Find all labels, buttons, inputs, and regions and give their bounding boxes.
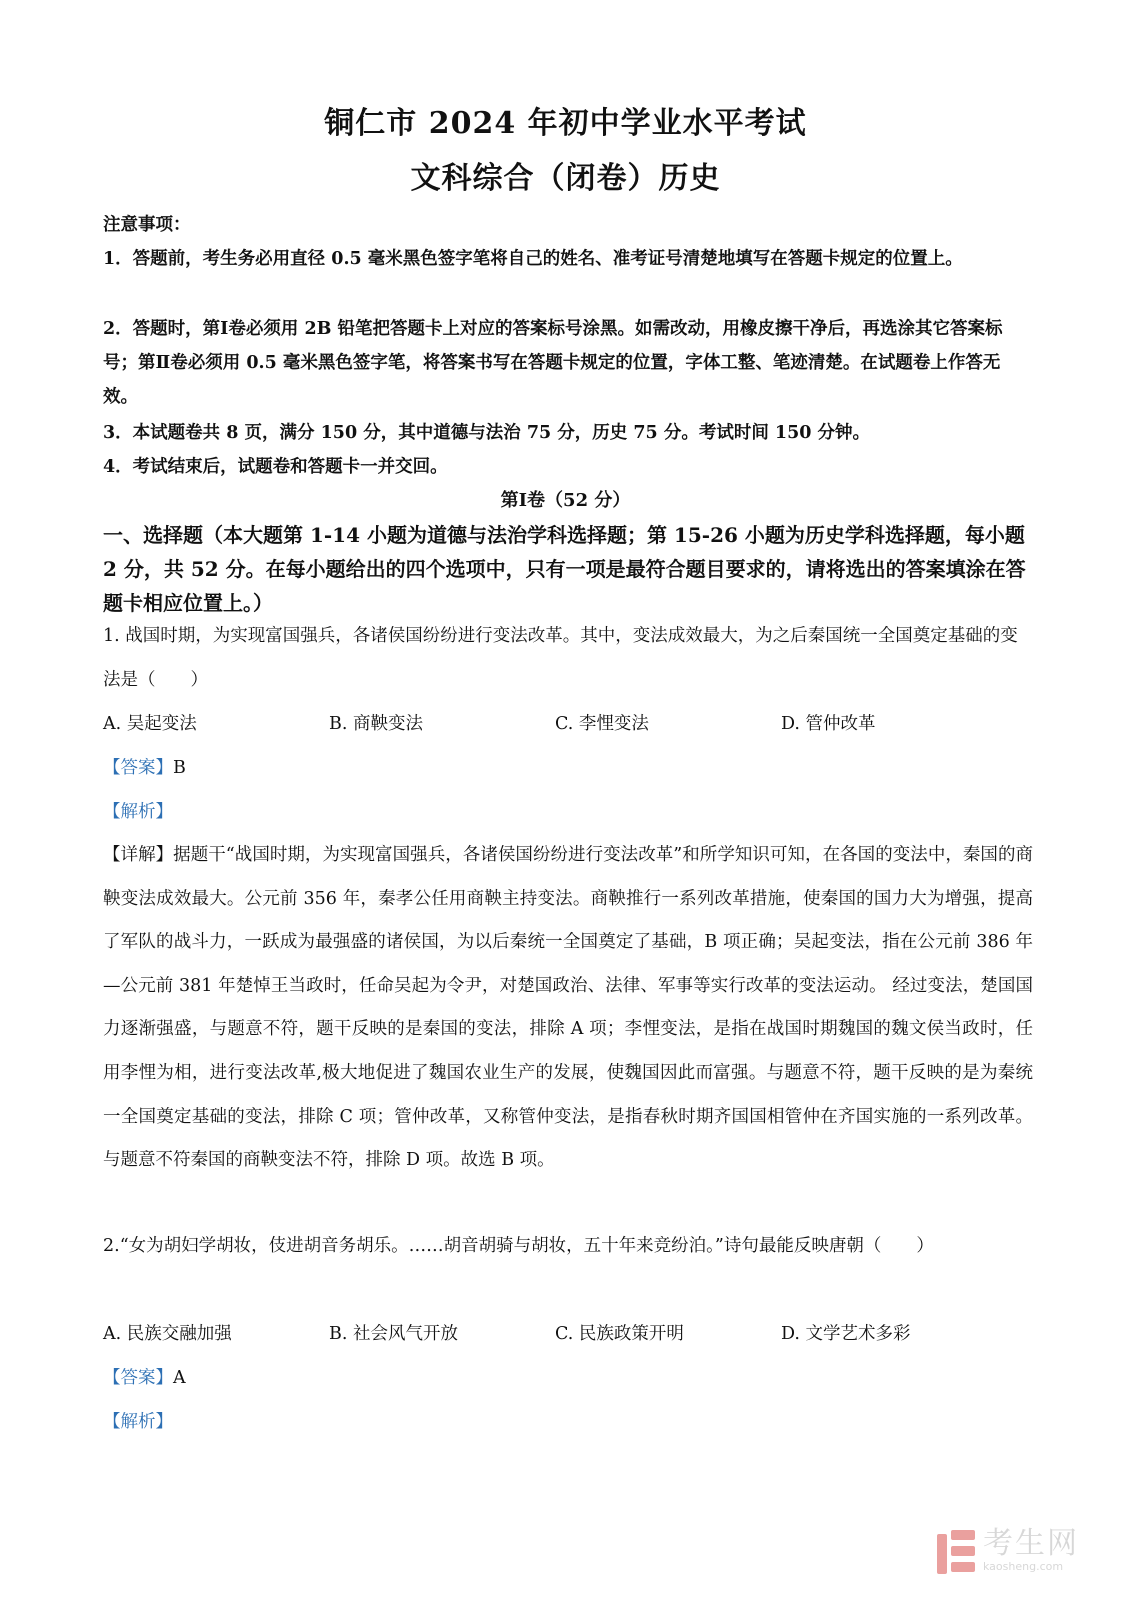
detail-label: 【详解】 [103,845,174,865]
question-1-answer [103,746,186,790]
notice-heading: 注意事项： [103,215,191,235]
question-2-analysis [103,1400,173,1444]
question-1-analysis [103,790,173,834]
option-d: D. 文学艺术多彩 [781,1324,911,1344]
watermark [937,1528,1079,1574]
analysis-label: 【解析】 [103,1412,173,1432]
detail-text: 据题干“战国时期，为实现富国强兵，各诸侯国纷纷进行变法改革”和所学知识可知，在各国的变法中，秦国的商鞅变法成效最大。公元前 356 年，秦孝公任用商鞅主持变法。商鞅推行一系列改革措施，使秦国的国力大为增强，提高了军队的战斗力，一跃成为最强盛的诸侯国，为以后秦统一全国奠定了基础，B 项正确；吴起变法，指在公元前 386 年—公元前 381 年楚悼王当政时，任命吴起为令尹，对楚国政治、法律、军事等实行改革的变法运动。 经过变法，楚国国力逐渐强盛，与题意不符，题干反映的是秦国的变法，排除 A 项；李悝变法，是指在战国时期魏国的魏文侯当政时，任用李悝为相，进行变法改革,极大地促进了魏国农业生产的发展，使魏国因此而富强。与题意不符，题干反映的是为秦统一全国奠定基础的变法，排除 C 项；管仲改革，又称管仲变法，是指春秋时期齐国国相管仲在齐国实施的一系列改革。与题意不符秦国的商鞅变法不符，排除 D 项。故选 B 项。 [103,845,1034,1171]
question-2-options [103,1312,1033,1356]
part-heading: 第Ⅰ卷（52 分） [500,490,631,511]
option-d: D. 管仲改革 [781,714,876,734]
notice-item-2: 2．答题时，第Ⅰ卷必须用 2B 铅笔把答题卡上对应的答案标号涂黑。如需改动，用橡皮擦干净后，再选涂其它答案标号；第Ⅱ卷必须用 0.5 毫米黑色签字笔，将答案书写在答题卡规定的位置，字体工整、笔迹清楚。在试题卷上作答无效。 [103,319,1003,407]
question-1-options [103,702,1033,746]
question-1-detail [103,834,1033,1183]
exam-subtitle: 文科综合（闭卷）历史 [410,161,721,196]
exam-title: 铜仁市 2024 年初中学业水平考试 [324,106,807,141]
notice-item-3: 3．本试题卷共 8 页，满分 150 分，其中道德与法治 75 分，历史 75 分。考试时间 150 分钟。 [103,423,871,443]
watermark-name: 考生网 [983,1526,1079,1561]
watermark-url: kaosheng.com [983,1560,1064,1573]
option-b: B. 商鞅变法 [329,714,423,734]
option-a: A. 吴起变法 [103,714,197,734]
answer-value: A [173,1368,186,1388]
answer-label: 【答案】 [103,758,173,778]
section-heading: 一、选择题（本大题第 1-14 小题为道德与法治学科选择题；第 15-26 小题为历史学科选择题，每小题 2 分，共 52 分。在每小题给出的四个选项中，只有一项是最符合题目要求的，请将选出的答案填涂在答题卡相应位置上。） [103,523,1026,615]
question-2-answer [103,1356,186,1400]
answer-value: B [173,758,186,778]
option-c: C. 李悝变法 [555,714,649,734]
question-2-stem: 2.“女为胡妇学胡妆，伎进胡音务胡乐。……胡音胡骑与胡妆，五十年来竞纷泊。”诗句最能反映唐朝（ ） [103,1236,934,1256]
notice-item-1: 1．答题前，考生务必用直径 0.5 毫米黑色签字笔将自己的姓名、准考证号清楚地填写在答题卡规定的位置上。 [103,249,963,269]
watermark-logo-icon [937,1530,977,1574]
notice-item-4: 4．考试结束后，试题卷和答题卡一并交回。 [103,457,448,477]
analysis-label: 【解析】 [103,802,173,822]
option-c: C. 民族政策开明 [555,1324,684,1344]
option-b: B. 社会风气开放 [329,1324,458,1344]
answer-label: 【答案】 [103,1368,173,1388]
option-a: A. 民族交融加强 [103,1324,232,1344]
question-1-stem: 1. 战国时期，为实现富国强兵，各诸侯国纷纷进行变法改革。其中，变法成效最大，为之后秦国统一全国奠定基础的变法是（ ） [103,626,1018,690]
